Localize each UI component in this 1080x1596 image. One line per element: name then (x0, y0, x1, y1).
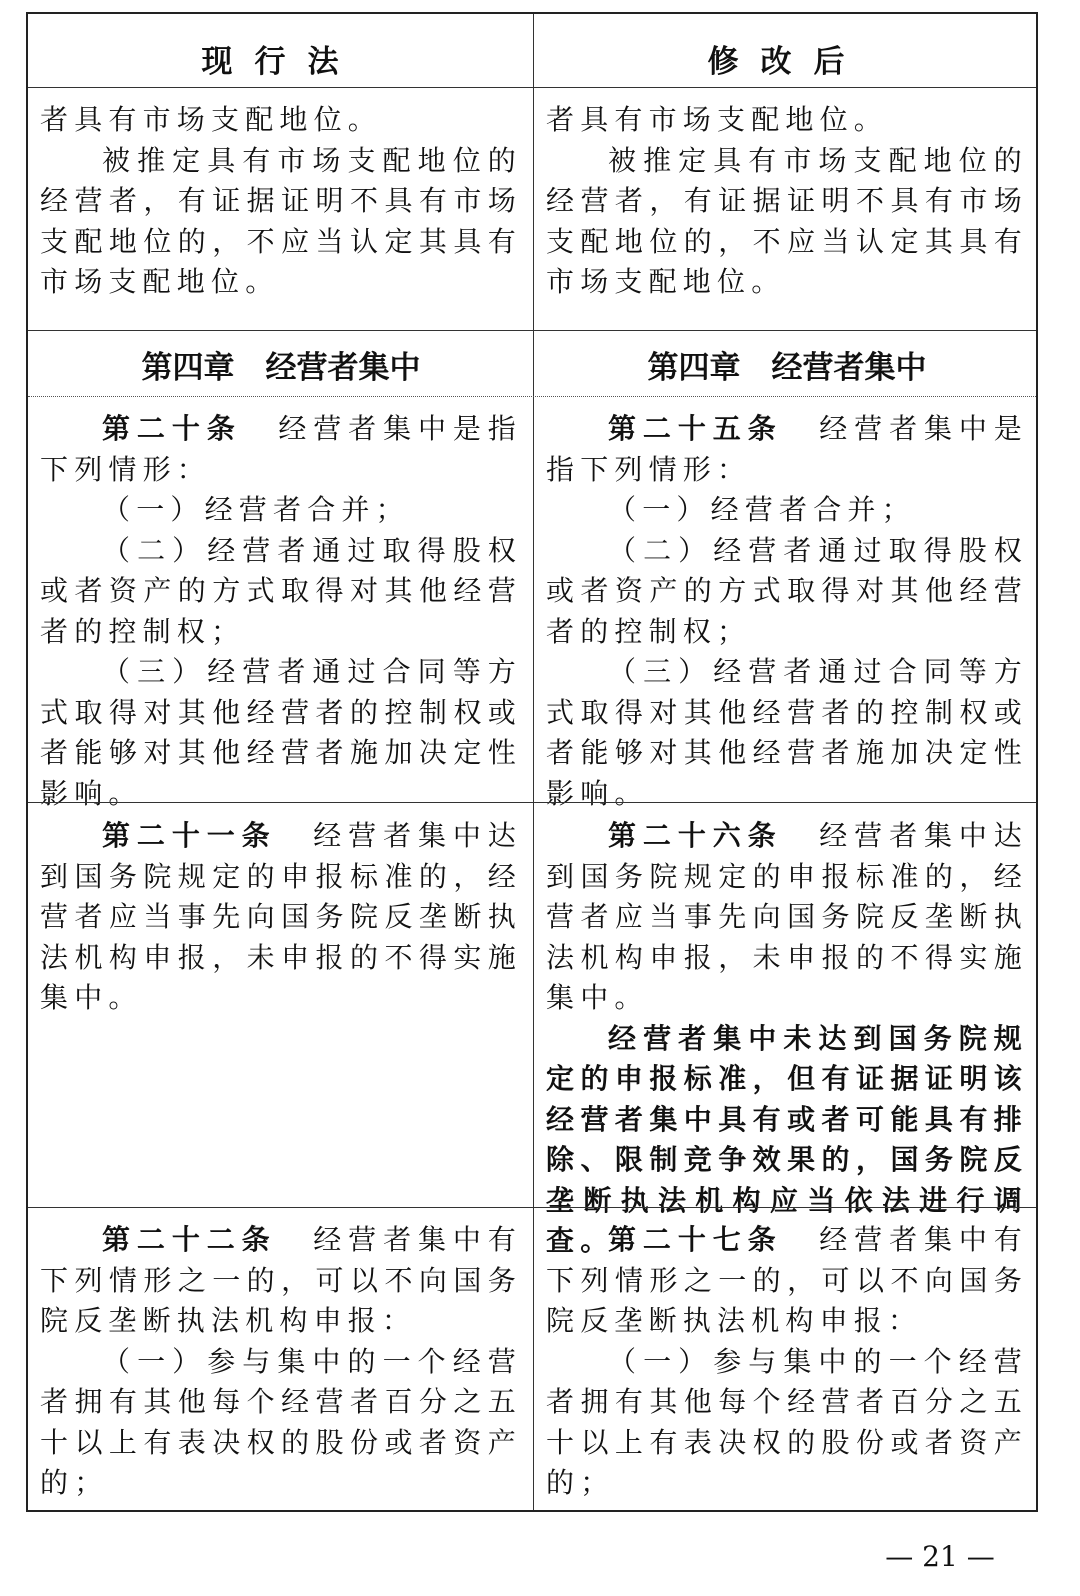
added-provision: 经营者集中未达到国务院规定的申报标准，但有证据证明该经营者集中具有或者可能具有排除、限制竞争效果的，国务院反垄断执法机构应当依法进行调查。 (546, 1021, 1028, 1257)
header-current-law: 现行法 (201, 44, 361, 80)
row1-right-para1: 者具有市场支配地位。 (546, 103, 889, 136)
article-26 (546, 816, 1028, 1019)
page-number: — 21 — (885, 1540, 995, 1573)
row-divider (28, 802, 1036, 803)
row5-left-cell (40, 1220, 522, 1504)
article-27 (546, 1220, 1028, 1342)
article-intro: 经营者集中达到国务院规定的申报标准的，经营者应当事先向国务院反垄断执法机构申报，未申报的不得实施集中。 (40, 819, 522, 1014)
header-revised-law: 修改后 (707, 44, 867, 80)
column-divider (533, 14, 534, 1510)
article-intro: 经营者集中达到国务院规定的申报标准的，经营者应当事先向国务院反垄断执法机构申报，未申报的不得实施集中。 (546, 819, 1028, 1014)
row1-left-cell (40, 100, 522, 303)
article-number: 第二十五条 (608, 412, 783, 445)
article-number: 第二十七条 (608, 1223, 783, 1256)
article-intro: 经营者集中是指下列情形： (546, 412, 1028, 486)
row1-right-para2: 被推定具有市场支配地位的经营者，有证据证明不具有市场支配地位的，不应当认定其具有市场支配地位。 (546, 143, 1028, 298)
row1-left-para1: 者具有市场支配地位。 (40, 103, 383, 136)
chapter-title-left: 第四章 经营者集中 (141, 350, 421, 386)
row4-right-cell (546, 816, 1028, 1262)
clause-item: （三）经营者通过合同等方式取得对其他经营者的控制权或者能够对其他经营者施加决定性影响。 (546, 655, 1028, 810)
row-divider-dotted (28, 396, 1036, 397)
article-number: 第二十六条 (608, 819, 783, 852)
article-number: 第二十一条 (102, 819, 277, 852)
article-intro: 经营者集中有下列情形之一的，可以不向国务院反垄断执法机构申报： (40, 1223, 522, 1337)
article-22 (40, 1220, 522, 1342)
row3-right-cell (546, 409, 1028, 814)
row1-left-para2: 被推定具有市场支配地位的经营者，有证据证明不具有市场支配地位的，不应当认定其具有市场支配地位。 (40, 143, 522, 298)
row-divider (28, 87, 1036, 88)
clause-item: （一）参与集中的一个经营者拥有其他每个经营者百分之五十以上有表决权的股份或者资产的； (546, 1344, 1028, 1499)
article-21 (40, 816, 522, 1019)
row3-left-cell (40, 409, 522, 814)
article-intro: 经营者集中有下列情形之一的，可以不向国务院反垄断执法机构申报： (546, 1223, 1028, 1337)
article-25 (546, 409, 1028, 490)
article-number: 第二十条 (102, 412, 242, 445)
row5-right-cell (546, 1220, 1028, 1504)
clause-item: （三）经营者通过合同等方式取得对其他经营者的控制权或者能够对其他经营者施加决定性影响。 (40, 655, 522, 810)
clause-item: （一）参与集中的一个经营者拥有其他每个经营者百分之五十以上有表决权的股份或者资产的； (40, 1344, 522, 1499)
clause-item: （二）经营者通过取得股权或者资产的方式取得对其他经营者的控制权； (546, 533, 1028, 648)
row4-left-cell (40, 816, 522, 1019)
article-20 (40, 409, 522, 490)
article-number: 第二十二条 (102, 1223, 277, 1256)
clause-item: （一）经营者合并； (608, 493, 916, 526)
chapter-title-right: 第四章 经营者集中 (647, 350, 927, 386)
clause-item: （一）经营者合并； (102, 493, 410, 526)
comparison-table (26, 12, 1038, 1512)
row-divider (28, 330, 1036, 331)
row-divider (28, 1207, 1036, 1208)
clause-item: （二）经营者通过取得股权或者资产的方式取得对其他经营者的控制权； (40, 533, 522, 648)
article-intro: 经营者集中是指下列情形： (40, 412, 522, 486)
row1-right-cell (546, 100, 1028, 303)
